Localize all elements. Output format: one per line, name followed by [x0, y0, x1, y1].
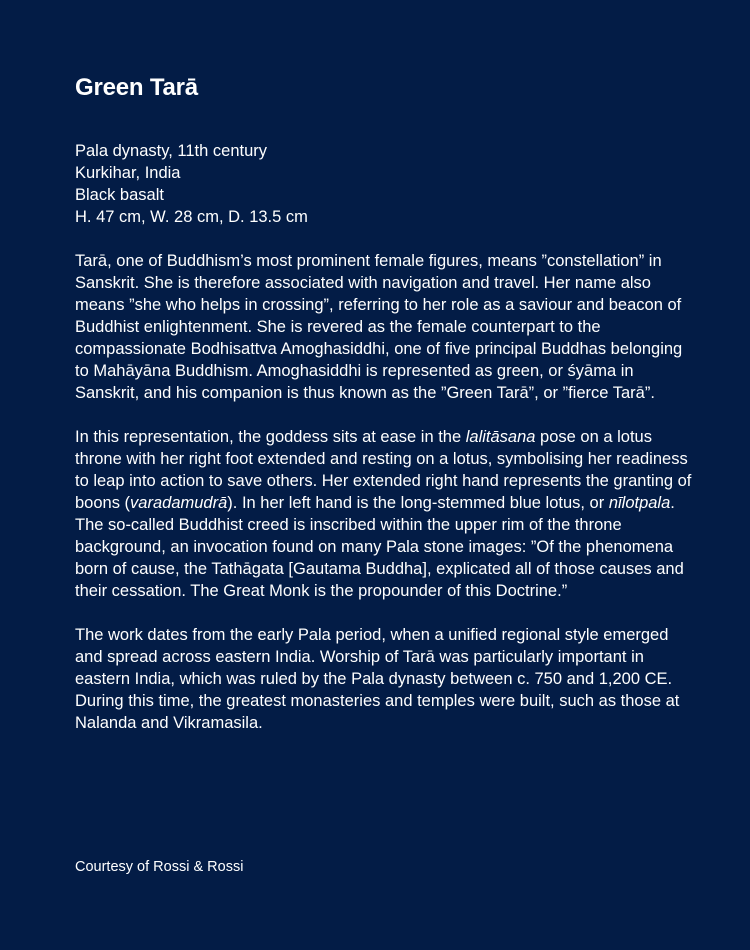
term-varadamudra: varadamudrā — [130, 494, 228, 512]
period-line: Pala dynasty, 11th century — [75, 142, 267, 160]
term-nilotpala: nīlotpala — [608, 494, 671, 512]
term-lalitasana: lalitāsana — [465, 428, 536, 446]
location-line: Kurkihar, India — [75, 164, 181, 182]
paragraph-text: In this representation, the goddess sits at ease in the — [75, 428, 466, 446]
paragraph-text: pose on a lotus throne with her right foot extended and resting on a lotus, symbolising her readiness to leap into action to save others. Her extended right hand represents the granting of boons ( — [75, 428, 692, 512]
paragraph-intro: Tarā, one of Buddhism’s most prominent female figures, means ”constellation” in Sanskrit. She is therefore associated with navigation and travel. Her name also means ”she who helps in crossing”, referring to her role as a saviour and beacon of Buddhist enlightenment. She is revered as the female counterpart to the compassionate Bodhisattva Amoghasiddhi, one of five principal Buddhas belonging to Mahāyāna Buddhism. Amoghasiddhi is represented as green, or śyāma in Sanskrit, and his companion is thus known as the ”Green Tarā”, or ”fierce Tarā”. — [75, 252, 683, 402]
label-panel — [75, 72, 700, 734]
material-line: Black basalt — [75, 186, 164, 204]
paragraph-description — [75, 426, 700, 602]
paragraph-history: The work dates from the early Pala period, when a unified regional style emerged and spread across eastern India. Worship of Tarā was particularly important in eastern India, which was ruled by the Pala dynasty between c. 750 and 1,200 CE. During this time, the greatest monasteries and temples were built, such as those at Nalanda and Vikramasila. — [75, 626, 680, 732]
credit-line: Courtesy of Rossi & Rossi — [75, 859, 244, 875]
paragraph-text: ). In her left hand is the long-stemmed blue lotus, or — [227, 494, 609, 512]
paragraph-text: . The so-called Buddhist creed is inscribed within the upper rim of the throne background, an invocation found on many Pala stone images: ”Of the phenomena born of cause, the Tathāgata [Gautama Buddha], explicated all of those causes and their cessation. The Great Monk is the propounder of this Doctrine.” — [75, 494, 684, 600]
artwork-title: Green Tarā — [75, 74, 198, 101]
artwork-metadata — [75, 140, 700, 228]
dimensions-line: H. 47 cm, W. 28 cm, D. 13.5 cm — [75, 208, 308, 226]
